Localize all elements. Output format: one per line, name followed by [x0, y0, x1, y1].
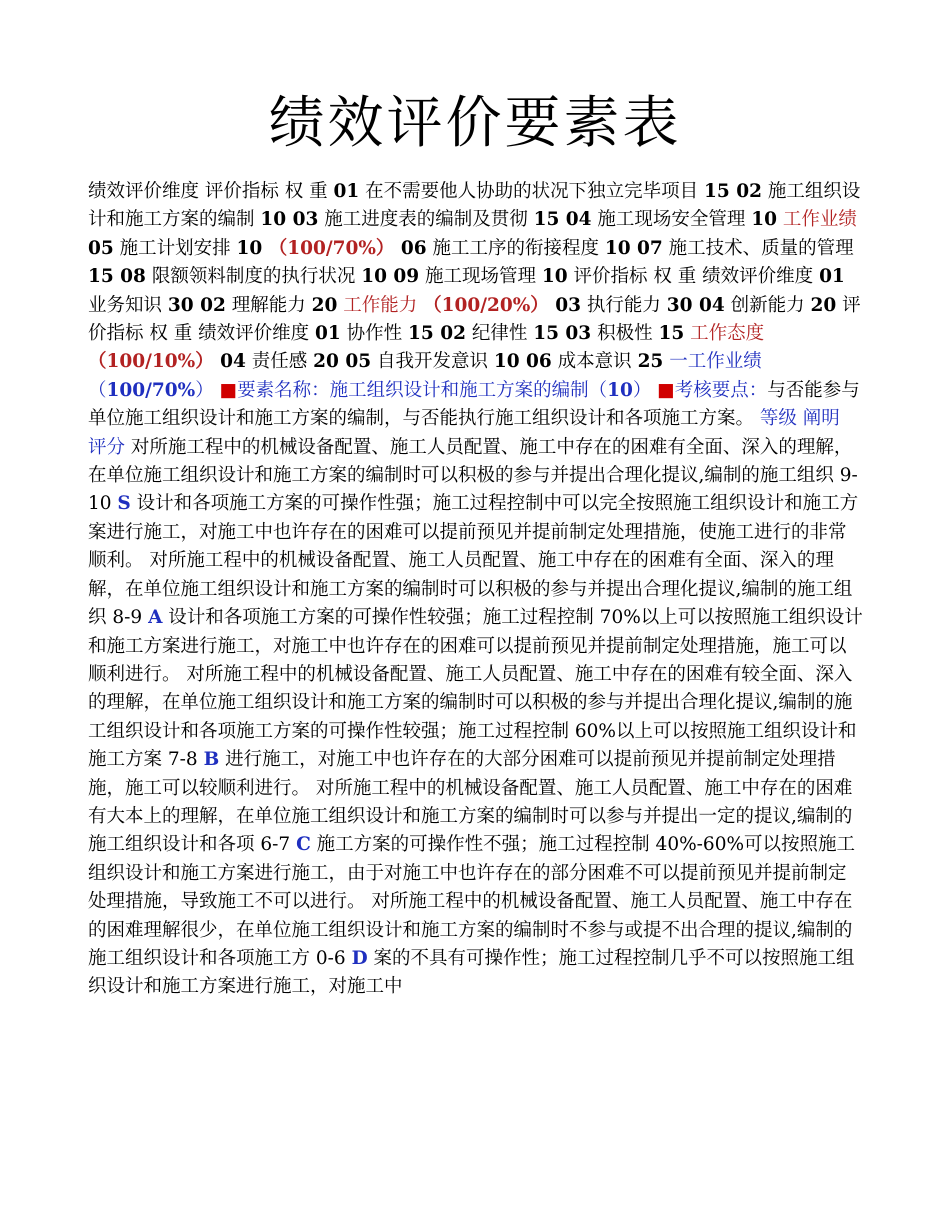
number-run: 20 05	[313, 351, 372, 373]
text-run: 施工工序的衔接程度	[426, 237, 605, 259]
number-run: 10	[541, 266, 568, 288]
text-run: 设计和各项施工方案的可操作性较强；施工过程控制 70%以上可以按照施工组织设计和施工方案进行施工，对施工中也许存在的困难可以提前预见并提前制定处理措施，施工可以顺利进行。 对所施工程中的机械设备配置、施工人员配置、施工中存在的困难有较全面、深入的理解，在单位施工组织设计和施工方案的编制时可以积极的参与并提出合理化提议,编制的施工组织设计和各项施工方案的可操作性较强；施工过程控制 60%以上可以按照施工组织设计和施工方案 7-8	[88, 607, 863, 771]
text-run: 自我开发意识	[371, 351, 494, 373]
number-run: 10	[236, 237, 263, 259]
document-title: 绩效评价要素表	[268, 91, 682, 156]
text-run: 案的不具有可操作性；施工过程控制几乎不可以按照施工组织设计和施工方案进行施工，对施工中	[88, 947, 855, 998]
text-run: 对所施工程中的机械设备配置、施工人员配置、施工中存在的困难有全面、深入的理解，在单位施工组织设计和施工方案的编制时可以积极的参与并提出合理化提议,编制的施工组织 9-10	[88, 436, 858, 515]
number-run: 15 02	[704, 181, 762, 202]
number-run: 30 04	[666, 294, 725, 316]
text-run: 施工方案的可操作性不强；施工过程控制 40%-60%可以按照施工组织设计和施工方案进行施工，由于对施工中也许存在的部分困难不可以提前预见并提前制定处理措施，导致施工不可以进行。 对所施工程中的机械设备配置、施工人员配置、施工中存在的困难理解很少，在单位施工组织设计和施工方案的编制时不参与或提不出合理的提议,编制的施工组织设计和各项施工方 0-6	[88, 834, 856, 969]
text-run: 施工计划安排	[113, 237, 237, 259]
number-run: 20	[810, 294, 837, 316]
text-run: 施工组织设计和施工方案的编制	[88, 181, 861, 231]
text-run: 执行能力	[581, 294, 667, 316]
highlight-run: ）	[632, 379, 658, 401]
number-run: 10 09	[361, 266, 420, 288]
grade-or-score: 10	[607, 379, 633, 401]
text-run: 施工现场安全管理	[591, 209, 752, 231]
number-run: 05	[88, 237, 114, 259]
square-bullet-icon: ■	[219, 379, 238, 401]
text-run: 绩效评价维度 评价指标 权 重	[88, 181, 334, 202]
square-bullet-icon: ■	[657, 379, 675, 401]
number-run: 04	[213, 351, 246, 373]
number-run: 30 02	[167, 294, 226, 316]
grade-or-score: 100/70%	[106, 379, 196, 401]
number-run: 03	[548, 294, 581, 316]
text-run: 评价指标 权 重 绩效评价维度	[567, 266, 820, 288]
text-run: 施工进度表的编制及贯彻	[318, 209, 534, 231]
dimension-label: 工作态度	[684, 323, 765, 345]
grade-or-score: B	[203, 749, 220, 771]
text-run: 在不需要他人协助的状况下独立完毕项目	[359, 181, 705, 202]
number-run: 01	[333, 181, 360, 202]
document-body	[88, 178, 864, 1002]
text-run: 评价指标 权 重 绩效评价维度	[88, 294, 861, 345]
text-run: 与否能参与单位施工组织设计和施工方案的编制，与否能执行施工组织设计和各项施工方案。	[88, 379, 860, 430]
text-run: 限额领料制度的执行状况	[145, 266, 362, 288]
text-run: 纪律性	[465, 323, 534, 345]
text-run: 进行施工，对施工中也许存在的大部分困难可以提前预见并提前制定处理措施，施工可以较顺利进行。 对所施工程中的机械设备配置、施工人员配置、施工中存在的困难有大本上的理解，在单位施工组织设计和施工方案的编制时可以参与并提出一定的提议,编制的施工组织设计和各项 6-7	[88, 749, 853, 856]
number-run: 10 07	[604, 237, 663, 259]
text-run: 协作性	[340, 323, 409, 345]
number-run: 10 03	[260, 209, 319, 231]
highlight-run: 考核要点：	[674, 379, 768, 401]
number-run: 20	[311, 294, 338, 316]
grade-or-score: D	[351, 947, 368, 969]
text-run: 积极性	[591, 323, 659, 345]
highlight-run: 一工作业绩（	[88, 351, 762, 401]
number-run: 15 04	[533, 209, 592, 231]
dimension-label: 工作业绩	[777, 209, 857, 231]
text-run: 成本意识	[551, 351, 638, 373]
text-run: 施工现场管理	[419, 266, 542, 288]
number-run: 01	[315, 323, 341, 345]
text-run: 设计和各项施工方案的可操作性强；施工过程控制中可以完全按照施工组织设计和施工方案进行施工，对施工中也许存在的困难可以提前预见并提前制定处理措施，使施工进行的非常顺利。 对所施工程中的机械设备配置、施工人员配置、施工中存在的困难有全面、深入的理解，在单位施工组织设计和施工方案的编制时可以积极的参与并提出合理化提议,编制的施工组织 8-9	[88, 493, 859, 629]
number-run: 10	[751, 209, 778, 231]
number-run: 10 06	[493, 351, 552, 373]
number-run: 15 02	[408, 323, 466, 345]
text-run: 理解能力	[225, 294, 312, 316]
number-run: 15	[658, 323, 685, 345]
dimension-weight: （100/10%）	[88, 351, 214, 373]
text-run: 业务知识	[88, 294, 168, 316]
highlight-run: ）	[195, 379, 220, 401]
text-run: 施工技术、质量的管理	[662, 237, 854, 259]
grade-or-score: A	[148, 607, 163, 629]
grade-or-score: S	[117, 493, 131, 515]
highlight-run: 要素名称：施工组织设计和施工方案的编制（	[237, 379, 608, 401]
number-run: 01	[819, 266, 845, 288]
number-run: 15 03	[533, 323, 592, 345]
text-run: 责任感	[245, 351, 314, 373]
dimension-weight: （100/20%）	[423, 294, 549, 316]
dimension-weight: （100/70%）	[262, 237, 395, 259]
highlight-run: 等级 阐明 评分	[88, 408, 840, 458]
number-run: 06	[394, 237, 427, 259]
dimension-label: 工作能力	[337, 294, 424, 316]
number-run: 25	[637, 351, 664, 373]
text-run: 创新能力	[724, 294, 811, 316]
grade-or-score: C	[296, 834, 311, 856]
number-run: 15 08	[88, 266, 146, 288]
